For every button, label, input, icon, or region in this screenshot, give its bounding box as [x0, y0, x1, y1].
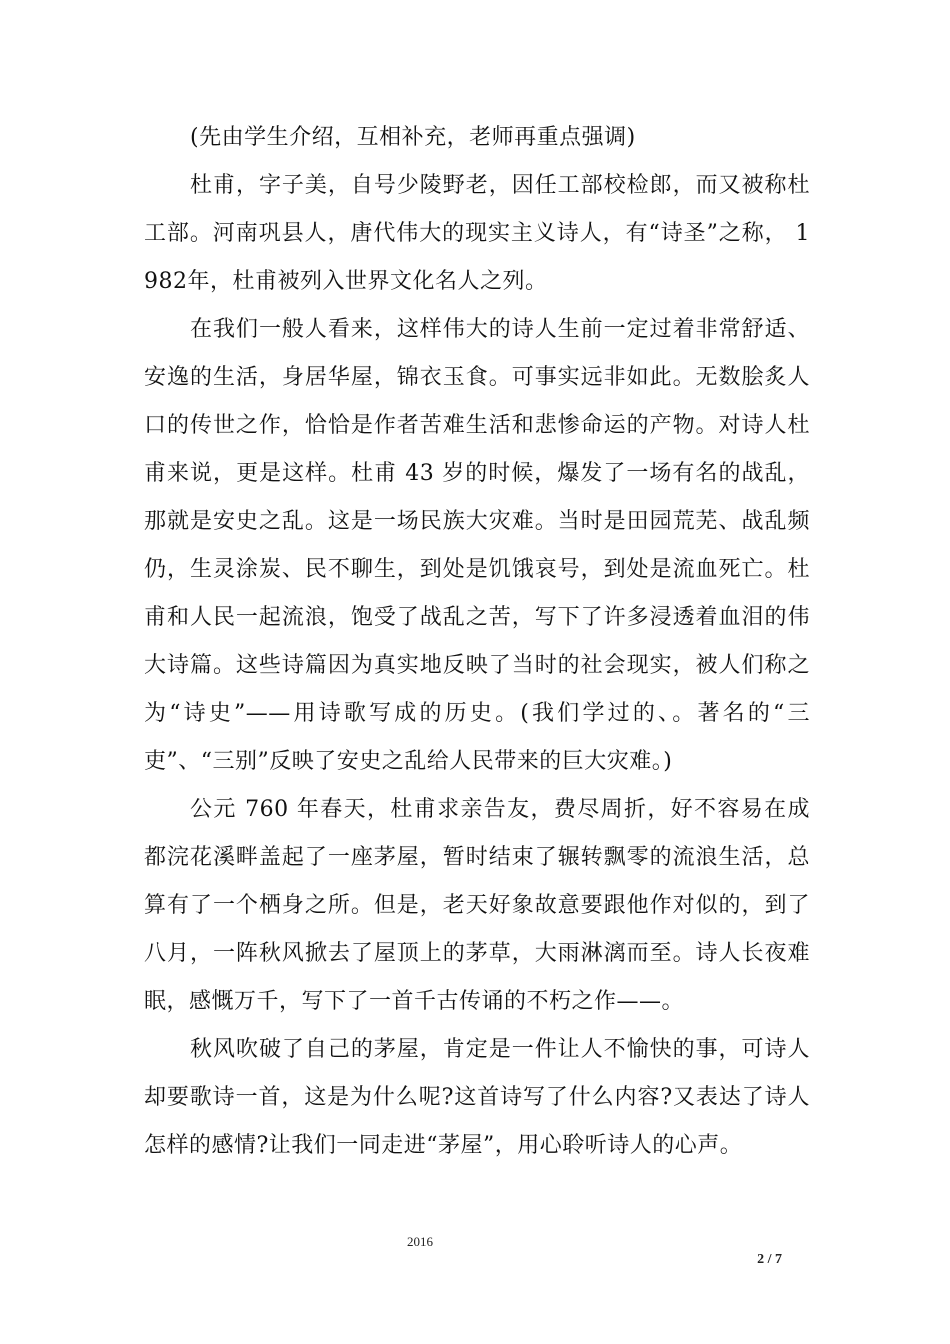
- document-body: [144, 114, 810, 1170]
- paragraph-lead-in: 秋风吹破了自己的茅屋，肯定是一件让人不愉快的事，可诗人却要歌诗一首，这是为什么呢?这首诗写了什么内容?又表达了诗人怎样的感情?让我们一同走进“茅屋”，用心聆听诗人的心声。: [144, 1037, 810, 1158]
- page-number: 2 / 7: [757, 1252, 782, 1267]
- paragraph-intro-note: (先由学生介绍，互相补充，老师再重点强调): [190, 125, 636, 150]
- paragraph-an-shi-rebellion: 在我们一般人看来，这样伟大的诗人生前一定过着非常舒适、安逸的生活，身居华屋，锦衣玉食。可事实远非如此。无数脍炙人口的传世之作，恰恰是作者苦难生活和悲惨命运的产物。对诗人杜甫来说，更是这样。杜甫 43 岁的时候，爆发了一场有名的战乱，那就是安史之乱。这是一场民族大灾难。当时是田园荒芜、战乱频仍，生灵涂炭、民不聊生，到处是饥饿哀号，到处是流血死亡。杜甫和人民一起流浪，饱受了战乱之苦，写下了许多浸透着血泪的伟大诗篇。这些诗篇因为真实地反映了当时的社会现实，被人们称之为“诗史”——用诗歌写成的历史。(我们学过的、。著名的“三吏”、“三别”反映了安史之乱给人民带来的巨大灾难。): [144, 317, 810, 774]
- footer-year: 2016: [407, 1234, 433, 1249]
- paragraph-thatched-hut: 公元 760 年春天，杜甫求亲告友，费尽周折，好不容易在成都浣花溪畔盖起了一座茅屋，暂时结束了辗转飘零的流浪生活，总算有了一个栖身之所。但是，老天好象故意要跟他作对似的，到了八月，一阵秋风掀去了屋顶上的茅草，大雨淋漓而至。诗人长夜难眠，感慨万千，写下了一首千古传诵的不朽之作——。: [144, 797, 810, 1014]
- paragraph-du-fu-bio: 杜甫，字子美，自号少陵野老，因任工部校检郎，而又被称杜工部。河南巩县人，唐代伟大的现实主义诗人，有“诗圣”之称， 1982年，杜甫被列入世界文化名人之列。: [144, 173, 810, 294]
